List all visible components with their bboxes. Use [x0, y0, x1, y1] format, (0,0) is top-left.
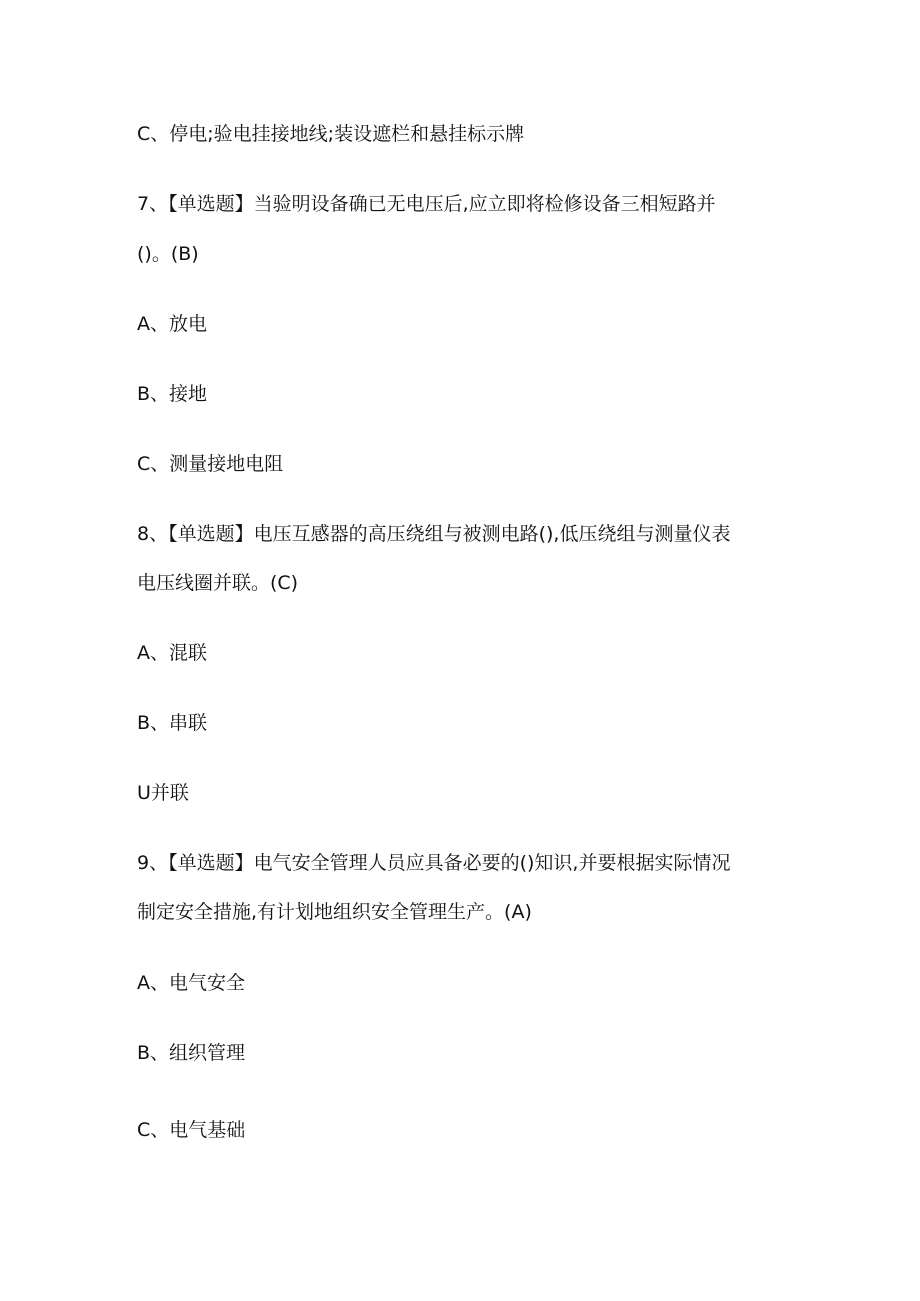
- q7-option-a: A、放电: [137, 313, 207, 335]
- q8-question-line-2: 电压线圈并联。(C): [137, 572, 299, 594]
- q7-option-c: C、测量接地电阻: [137, 453, 284, 475]
- q8-option-a: A、混联: [137, 642, 207, 664]
- q9-option-c: C、电气基础: [137, 1119, 246, 1141]
- q9-option-a: A、电气安全: [137, 972, 245, 994]
- q8-option-c: U并联: [137, 782, 189, 804]
- q9-question-line-2: 制定安全措施,有计划地组织安全管理生产。(A): [137, 901, 532, 923]
- q6-option-c: C、停电;验电挂接地线;装设遮栏和悬挂标示牌: [137, 123, 525, 145]
- q7-question-line-1: 7、【单选题】当验明设备确已无电压后,应立即将检修设备三相短路并: [137, 193, 716, 215]
- q9-option-b: B、组织管理: [137, 1042, 246, 1064]
- q9-question-line-1: 9、【单选题】电气安全管理人员应具备必要的()知识,并要根据实际情况: [137, 852, 731, 874]
- q7-option-b: B、接地: [137, 383, 208, 405]
- q7-question-line-2: ()。(B): [137, 243, 199, 265]
- q8-question-line-1: 8、【单选题】电压互感器的高压绕组与被测电路(),低压绕组与测量仪表: [137, 523, 731, 545]
- q8-option-b: B、串联: [137, 712, 208, 734]
